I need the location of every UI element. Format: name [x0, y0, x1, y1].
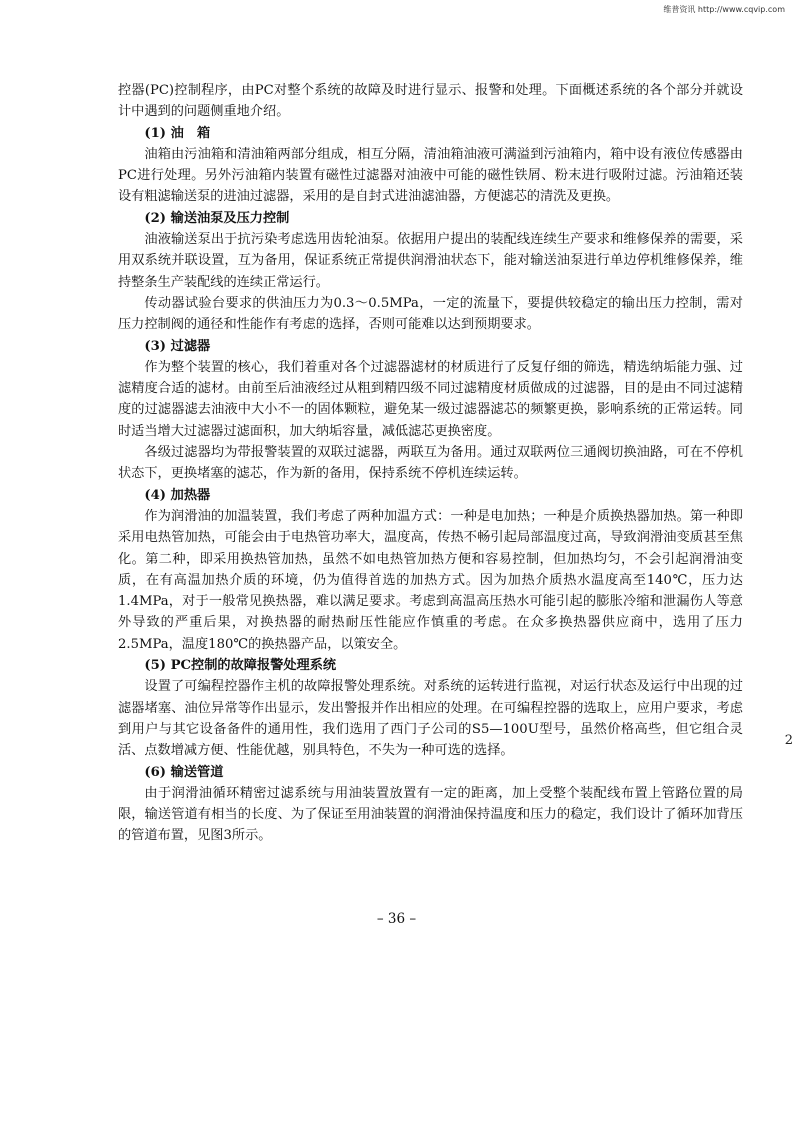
page-number: – 36 –	[376, 911, 417, 927]
section-heading-pump-pressure: (2) 输送油泵及压力控制	[144, 210, 290, 226]
margin-mark: 2	[784, 733, 793, 748]
paragraph: 各级过滤器均为带报警装置的双联过滤器，两联互为备用。通过双联两位三通阀切换油路，可在不停机状态下，更换堵塞的滤芯，作为新的备用，保持系统不停机连续运转。	[118, 445, 743, 482]
paragraph: 作为整个装置的核心，我们着重对各个过滤器滤材的材质进行了反复仔细的筛选，精选纳垢能力强、过滤精度合适的滤材。由前至后油液经过从粗到精四级不同过滤精度材质做成的过滤器，目的是由不同过滤精度的过滤器滤去油液中大小不一的固体颗粒，避免某一级过滤器滤芯的频繁更换，影响系统的正常运转。同时适当增大过滤器过滤面积，加大纳垢容量，减低滤芯更换密度。	[118, 359, 743, 439]
paragraph: 作为润滑油的加温装置，我们考虑了两种加温方式：一种是电加热；一种是介质换热器加热。第一种即采用电热管加热，可能会由于电热管功率大，温度高，传热不畅引起局部温度过高，导致润滑油变质甚至焦化。第二种，即采用换热管加热，虽然不如电热管加热方便和容易控制，但加热均匀，不会引起润滑油变质，在有高温加热介质的环境，仍为值得首选的加热方式。因为加热介质热水温度高至140℃，压力达1.4MPa，对于一般常见换热器，难以满足要求。考虑到高温高压热水可能引起的膨胀冷缩和泄漏伤人等意外导致的严重后果，对换热器的耐热耐压性能应作慎重的考虑。在众多换热器供应商中，选用了压力2.5MPa，温度180℃的换热器产品，以策安全。	[118, 508, 743, 652]
section-heading-pc-alarm: (5) PC控制的故障报警处理系统	[144, 658, 337, 674]
page-body	[118, 80, 743, 847]
section-heading-heater: (4) 加热器	[144, 487, 211, 503]
section-heading-oil-tank: (1) 油 箱	[144, 125, 211, 141]
paragraph: 设置了可编程控器作主机的故障报警处理系统。对系统的运转进行监视，对运行状态及运行中出现的过滤器堵塞、油位异常等作出显示，发出警报并作出相应的处理。在可编程控器的选取上，应用户要求，考虑到用户与其它设备备件的通用性，我们选用了西门子公司的S5—100U型号，虽然价格高些，但它组合灵活、点数增减方便、性能优越，别具特色，不失为一种可选的选择。	[118, 679, 743, 759]
paragraph: 油液输送泵出于抗污染考虑选用齿轮油泵。依据用户提出的装配线连续生产要求和维修保养的需要，采用双系统并联设置，互为备用，保证系统正常提供润滑油状态下，能对输送油泵进行单边停机维修保养，维持整条生产装配线的连续正常运行。	[118, 232, 743, 290]
paragraph: 控器(PC)控制程序，由PC对整个系统的故障及时进行显示、报警和处理。下面概述系统的各个部分并就设计中遇到的问题侧重地介绍。	[118, 83, 743, 120]
section-heading-filter: (3) 过滤器	[144, 338, 211, 354]
section-heading-pipeline: (6) 输送管道	[144, 764, 224, 780]
watermark: 维普资讯 http://www.cqvip.com	[663, 5, 785, 14]
paragraph: 传动器试验台要求的供油压力为0.3～0.5MPa，一定的流量下，要提供较稳定的输出压力控制，需对压力控制阀的通径和性能作有考虑的选择，否则可能难以达到预期要求。	[118, 295, 743, 333]
paragraph: 油箱由污油箱和清油箱两部分组成，相互分隔，清油箱油液可满溢到污油箱内，箱中设有液位传感器由PC进行处理。另外污油箱内装置有磁性过滤器对油液中可能的磁性铁屑、粉末进行吸附过滤。污油箱还装设有粗滤输送泵的进油过滤器，采用的是自封式进油滤油器，方便滤芯的清洗及更换。	[118, 146, 743, 205]
paragraph: 由于润滑油循环精密过滤系统与用油装置放置有一定的距离，加上受整个装配线布置上管路位置的局限，输送管道有相当的长度、为了保证至用油装置的润滑油保持温度和压力的稳定，我们设计了循环加背压的管道布置，见图3所示。	[118, 785, 743, 844]
